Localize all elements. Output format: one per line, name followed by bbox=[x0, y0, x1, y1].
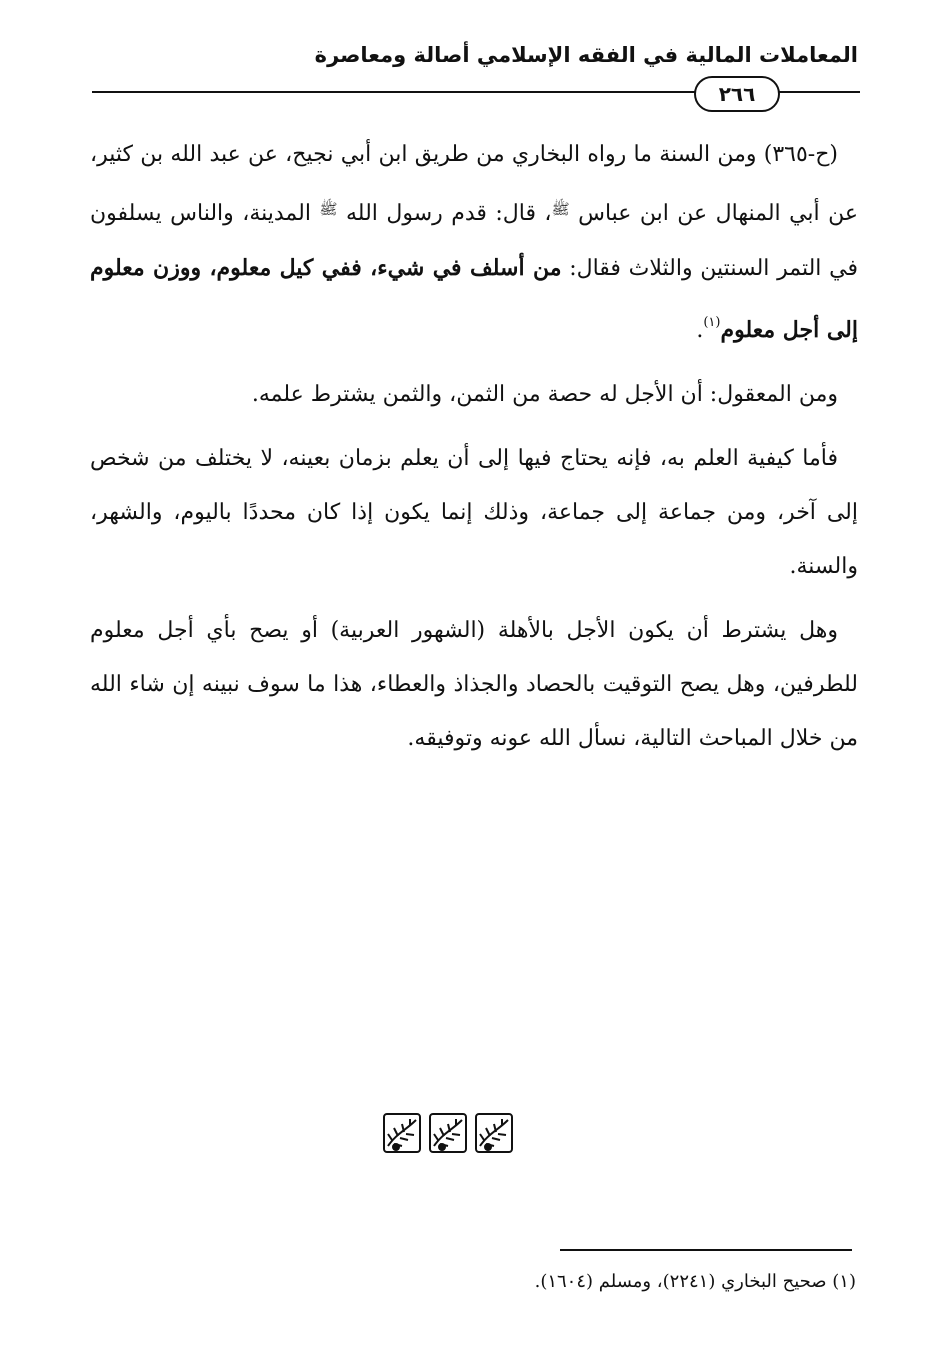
paragraph-knowledge: فأما كيفية العلم به، فإنه يحتاج فيها إلى أن يعلم بزمان بعينه، لا يختلف من شخص إلى آخر، ومن جماعة إلى جماعة، وذلك إنما يكون إذا كان محددًا باليوم، والشهر، والسنة. bbox=[90, 446, 858, 579]
footnote-reference: (١) bbox=[703, 315, 721, 330]
page-number: ٢٦٦ bbox=[694, 76, 780, 112]
footnote-rule bbox=[560, 1249, 852, 1251]
honorific-mark: ﷺ bbox=[319, 200, 338, 218]
hadith-text: المدينة، والناس يسلفون في التمر السنتين والثلاث فقال: bbox=[90, 201, 858, 281]
paragraph-hadith bbox=[90, 128, 858, 358]
body-text bbox=[90, 128, 858, 776]
floral-divider-icon bbox=[378, 1110, 518, 1158]
hadith-text: ، قال: قدم رسول الله bbox=[337, 201, 552, 226]
running-title: المعاملات المالية في الفقه الإسلامي أصالة ومعاصرة bbox=[314, 43, 858, 67]
hadith-quote: من أسلف في شيء، ففي كيل معلوم، ووزن معلوم إلى أجل معلوم bbox=[90, 255, 858, 343]
honorific-mark: ﷺ bbox=[551, 200, 570, 218]
paragraph-question: وهل يشترط أن يكون الأجل بالأهلة (الشهور العربية) أو يصح بأي أجل معلوم للطرفين، وهل يصح التوقيت بالحصاد والجذاذ والعطاء، هذا ما سوف نبينه إن شاء الله من خلال المباحث التالية، نسأل الله عونه وتوفيقه. bbox=[90, 618, 858, 751]
footnote: (١) صحيح البخاري (٢٢٤١)، ومسلم (١٦٠٤). bbox=[534, 1271, 856, 1292]
sentence-end: . bbox=[696, 318, 704, 343]
hadith-intro-text: (ح-٣٦٥) ومن السنة ما رواه البخاري من طريق ابن أبي نجيح، عن عبد الله بن كثير، عن أبي المنهال عن ابن عباس bbox=[90, 142, 858, 226]
paragraph-reasoning: ومن المعقول: أن الأجل له حصة من الثمن، والثمن يشترط علمه. bbox=[251, 382, 838, 407]
